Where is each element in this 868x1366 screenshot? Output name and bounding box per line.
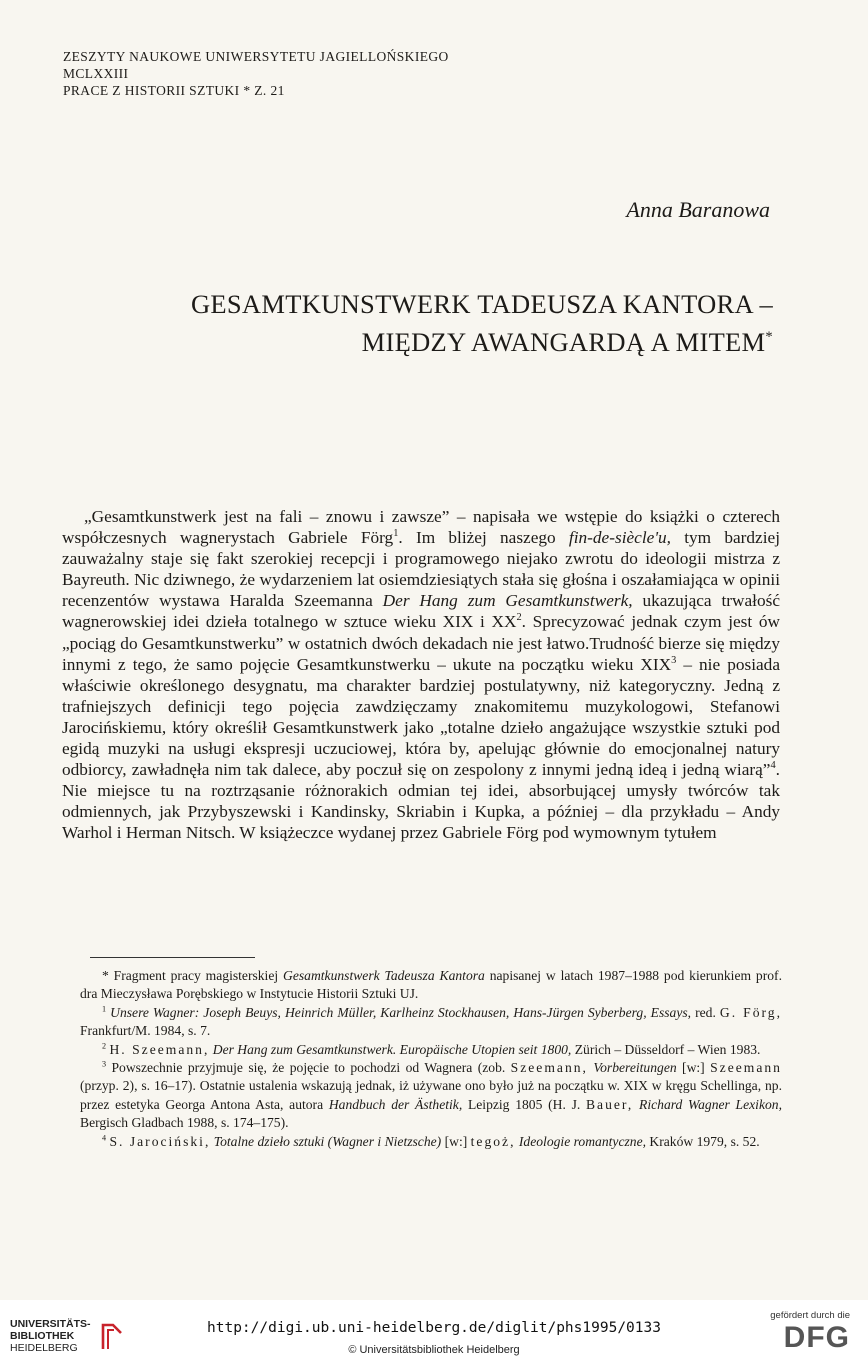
journal-volume: MCLXXIII [63,66,129,81]
body-text-run: . Nie miejsce tu na roztrząsanie różnorakich odmian tej idei, absorbującej umysły twórców tak odmiennych, jak Przybyszewski i Kandinsky, Skriabin i Kupka, a później – dla przykładu – Andy Warhol i Herman Nitsch. W książeczce wydanej przez Gabriele Förg pod wymownym tytułem [62,760,780,843]
body-text-run: „Gesamtkunstwerk jest na fali – znowu i zawsze” – napisała we wstępie do książki o czterech współczesnych wagnerystach Gabriele Förg [62,507,780,548]
fn-number: 2 [102,1041,107,1051]
title-line-2-text: MIĘDZY AWANGARDĄ A MITEM [361,326,766,357]
fn-spaced: Szeemann [710,1060,782,1076]
fn-text: Bergisch Gladbach 1988, s. 174–175). [80,1115,289,1131]
footnote-star [80,967,782,1004]
fn-text: (przyp. 2), s. 16–17). Ostatnie ustalenia wskazują jednak, iż używane ono było już na początku w. XIX w kręgu Schellinga, np. przez estetyka Georga Antona Asta, autora [80,1078,782,1112]
fn-text: Frankfurt/M. 1984, s. 7. [80,1023,211,1039]
viewer-footer [0,1300,868,1366]
footnote-2 [80,1041,782,1059]
italic-title: Der Hang zum Gesamtkunstwerk, [382,591,633,611]
title-line-1: GESAMTKUNSTWERK TADEUSZA KANTORA – [190,289,773,319]
footnote-separator [90,957,255,958]
fn-spaced: Szeemann, [510,1060,588,1076]
footnote-1 [80,1004,782,1041]
library-name-line: BIBLIOTHEK [10,1330,75,1342]
fn-spaced: tegoż, [470,1133,516,1149]
body-text-run: . Im bliżej naszego [398,528,569,548]
fn-text: Leipzig 1805 (H. J. [462,1096,586,1112]
fn-spaced: G. Förg, [719,1004,782,1020]
fn-italic: Ideologie romantyczne, [518,1133,646,1149]
journal-name: ZESZYTY NAUKOWE UNIWERSYTETU JAGIELLOŃSKIEGO [63,49,449,64]
library-name-line: UNIVERSITÄTS- [10,1318,91,1330]
footnotes [80,967,782,1151]
fn-italic: Richard Wagner Lexikon, [639,1096,782,1112]
copyright-notice: © Universitätsbibliothek Heidelberg [348,1344,520,1356]
funded-by-label: gefördert durch die [770,1310,850,1321]
article-title [73,288,773,359]
footnote-ref-2: 2 [516,612,522,624]
fn-spaced: H. Szeemann, [109,1041,210,1057]
fn-italic: Gesamtkunstwerk Tadeusza Kantora [283,968,485,983]
body-text-run: tym bardziej zauważalny staje się fakt szerokiej recepcji i programowego niejako zwrotu do ideologii mistrza z Bayreuth. Nic dziwnego, że wydarzeniem lat osiemdziesiątych stała się głośna i oszałamiająca w opinii recenzentów wystawa Haralda Szeemanna [62,528,781,611]
footnote-ref-4: 4 [770,760,776,772]
body-paragraph [62,506,780,844]
fn-text: Powszechnie przyjmuje się, że pojęcie to pochodzi od Wagnera (zob. [111,1060,511,1076]
fn-text: Zürich – Düsseldorf – Wien 1983. [571,1041,761,1057]
fn-text: , red. [687,1004,720,1020]
fn-text: * Fragment pracy magisterskiej [102,968,284,983]
footnote-3 [80,1059,782,1133]
fn-italic: Vorbereitungen [593,1060,677,1076]
article-body [62,506,780,844]
footnote-ref-1: 1 [393,528,399,540]
article-author: Anna Baranowa [626,197,770,222]
fn-italic: Unsere Wagner: Joseph Beuys, Heinrich Müller, Karlheinz Stockhausen, Hans-Jürgen Syberberg, Essays [110,1004,688,1020]
body-text-run: ukazująca trwałość wagnerowskiej idei dzieła totalnego w sztuce wieku XIX i XX [62,591,780,632]
dfg-logo-text: DFG [783,1321,850,1354]
footnote-4 [80,1133,782,1151]
journal-series: PRACE Z HISTORII SZTUKI * Z. 21 [63,83,285,98]
body-text-run: . Sprecyzować jednak czym jest ów „pociąg do Gesamtkunstwerku” w ostatnich dwóch dekadach nie jest łatwo.Trudność bierze się między innymi z tego, że samo pojęcie Gesamtkunstwerku – ukute na początku wieku XIX [62,612,780,674]
permalink-url[interactable]: http://digi.ub.uni-heidelberg.de/diglit/phs1995/0133 [207,1320,661,1336]
fn-spaced: S. Jarociński, [109,1133,211,1149]
fn-text: [w:] [441,1133,471,1149]
italic-term: fin-de-siècle'u, [568,528,671,548]
fn-spaced: Bauer, [585,1096,634,1112]
fn-number: 4 [102,1133,107,1143]
fn-italic: Handbuch der Ästhetik, [328,1096,463,1112]
footnote-ref-3: 3 [671,654,677,666]
body-text-run: – nie posiada właściwie określonego desygnatu, ma charakter bardziej postulatywny, niż kategoryczny. Jedną z trafniejszych definicji tego pojęcia zawdzięczamy znakomitemu muzykologowi, Stefanowi Jarocińskiemu, który określił Gesamtkunstwerk jako „totalne dzieło angażujące wszystkie sztuki pod egidą muzyki na usługi ekspresji uczuciowej, która by, apelując głównie do emocjonalnej natury odbiorcy, zawładnęła nim tak dalece, aby poczuł się on zespolony z innymi jedną ideą i jedną wiarą” [62,654,780,780]
fn-text: [w:] [676,1060,711,1076]
journal-header [63,48,449,99]
funder-logo[interactable] [770,1310,850,1355]
fn-text: napisanej w latach 1987–1988 pod kierunkiem prof. dra Mieczysława Porębskiego w Instytucie Historii Sztuki UJ. [80,968,782,1002]
fn-number: 3 [102,1059,107,1069]
fn-text: Kraków 1979, s. 52. [646,1133,760,1149]
title-line-2 [73,321,773,359]
fn-number: 1 [102,1004,107,1014]
library-name-line: HEIDELBERG [10,1342,78,1354]
title-footnote-marker: * [765,329,773,345]
fn-italic: Der Hang zum Gesamtkunstwerk. Europäische Utopien seit 1800, [212,1041,572,1057]
fn-italic: Totalne dzieło sztuki (Wagner i Nietzsche) [213,1133,442,1149]
